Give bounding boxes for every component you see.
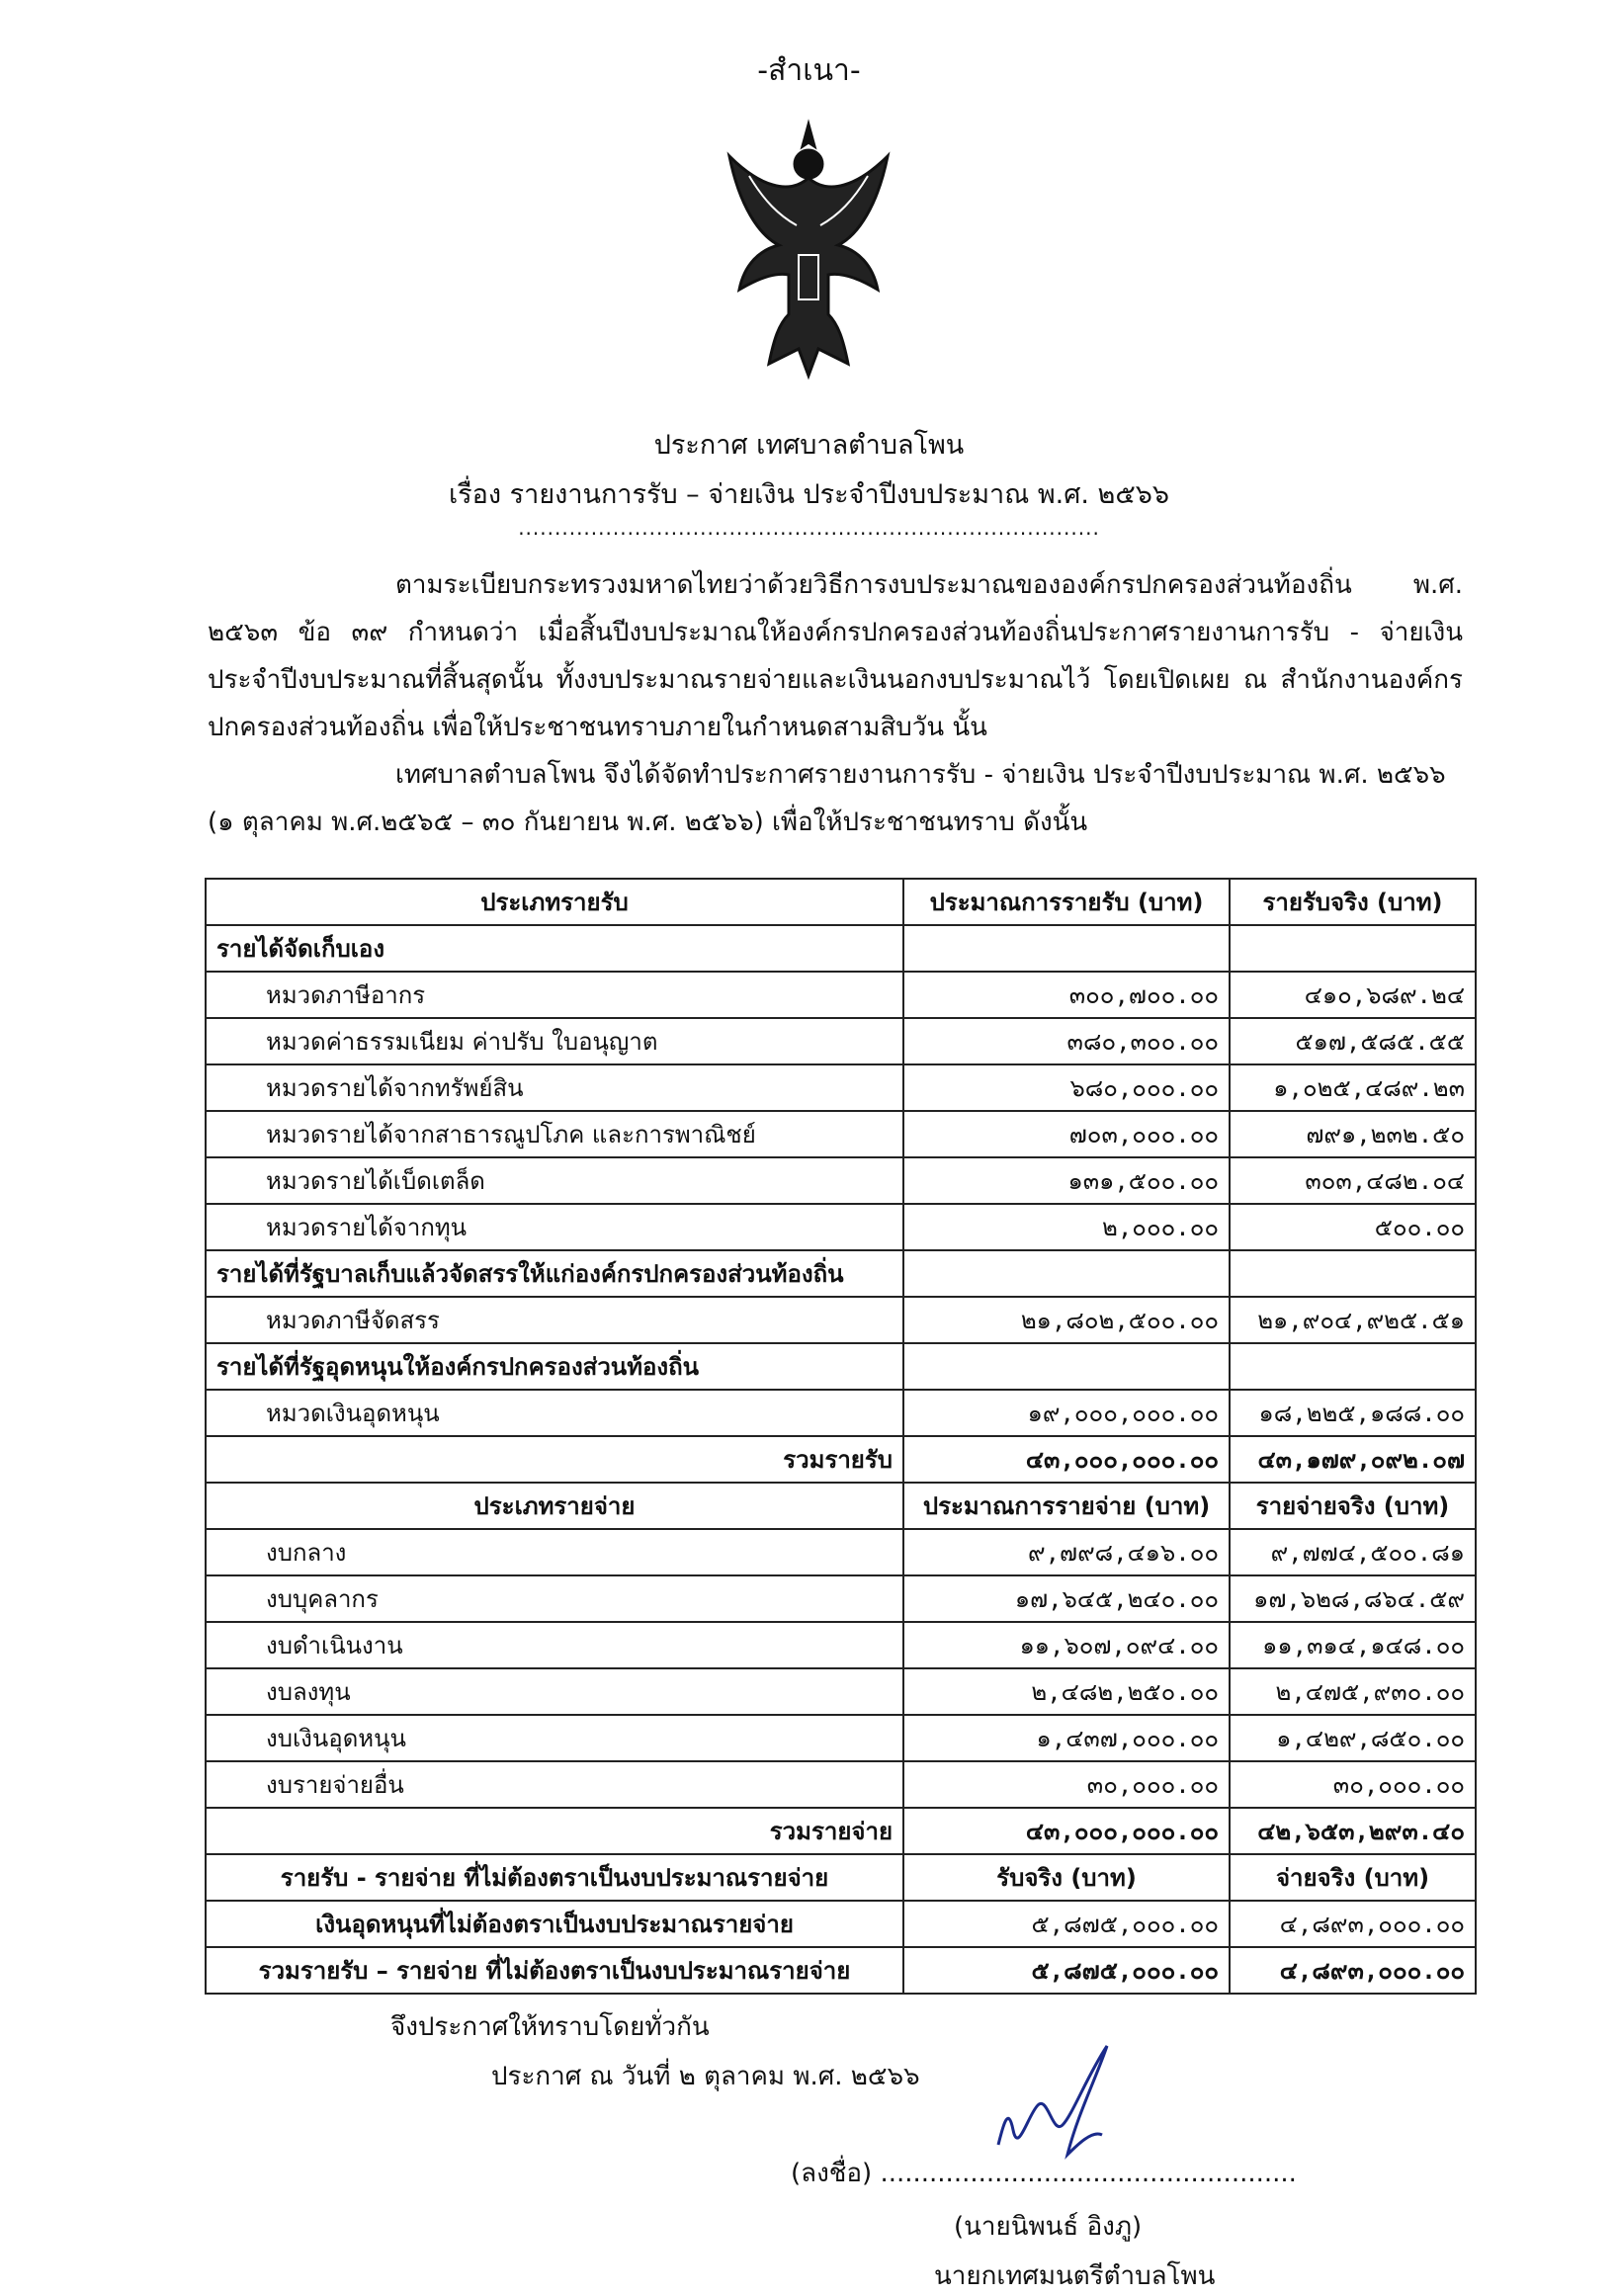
announcement-subject: เรื่อง รายงานการรับ – จ่ายเงิน ประจำปีงบประมาณ พ.ศ. ๒๕๖๖ <box>448 479 1170 510</box>
group-title: รายได้จัดเก็บเอง <box>206 925 903 972</box>
row-actual: ๙,๗๗๔,๕๐๐.๘๑ <box>1230 1529 1476 1575</box>
row-actual: ๒๑,๙๐๔,๙๒๕.๕๑ <box>1230 1297 1476 1343</box>
group-row <box>206 1343 1476 1390</box>
table-row <box>206 1575 1476 1622</box>
expense-header-row <box>206 1483 1476 1529</box>
income-header-row <box>206 879 1476 925</box>
date-line: ประกาศ ณ วันที่ ๒ ตุลาคม พ.ศ. ๒๕๖๖ <box>491 2062 920 2091</box>
table-row <box>206 1297 1476 1343</box>
row-estimate: ๑๑,๖๐๗,๐๙๔.๐๐ <box>903 1622 1230 1668</box>
row-label: งบเงินอุดหนุน <box>206 1715 903 1761</box>
row-estimate: ๑,๔๓๗,๐๐๐.๐๐ <box>903 1715 1230 1761</box>
off-budget-total-row <box>206 1947 1476 1994</box>
header-off-budget-received: รับจริง (บาท) <box>903 1854 1230 1901</box>
income-total-estimate: ๔๓,๐๐๐,๐๐๐.๐๐ <box>903 1436 1230 1483</box>
row-estimate: ๗๐๓,๐๐๐.๐๐ <box>903 1111 1230 1157</box>
table-row <box>206 1111 1476 1157</box>
income-expense-table <box>205 878 1477 1995</box>
row-label: งบดำเนินงาน <box>206 1622 903 1668</box>
header-divider: ................................................................................ <box>518 516 1100 540</box>
row-label: หมวดค่าธรรมเนียม ค่าปรับ ใบอนุญาต <box>206 1018 903 1064</box>
row-estimate: ๒๑,๘๐๒,๕๐๐.๐๐ <box>903 1297 1230 1343</box>
row-actual: ๑๗,๖๒๘,๘๖๔.๕๙ <box>1230 1575 1476 1622</box>
row-label: งบกลาง <box>206 1529 903 1575</box>
row-label: หมวดเงินอุดหนุน <box>206 1390 903 1436</box>
row-label: หมวดรายได้จากสาธารณูปโภค และการพาณิชย์ <box>206 1111 903 1157</box>
income-total-actual: ๔๓,๑๗๙,๐๙๒.๐๗ <box>1230 1436 1476 1483</box>
row-actual: ๑๘,๒๒๕,๑๘๘.๐๐ <box>1230 1390 1476 1436</box>
expense-total-estimate: ๔๓,๐๐๐,๐๐๐.๐๐ <box>903 1808 1230 1854</box>
table-row <box>206 1901 1476 1947</box>
row-label: หมวดรายได้จากทุน <box>206 1204 903 1250</box>
group-title: รายได้ที่รัฐบาลเก็บแล้วจัดสรรให้แก่องค์กรปกครองส่วนท้องถิ่น <box>206 1250 903 1297</box>
announce-line: จึงประกาศให้ทราบโดยทั่วกัน <box>390 2012 710 2042</box>
paragraph-regulation: ตามระเบียบกระทรวงมหาดไทยว่าด้วยวิธีการงบประมาณขององค์กรปกครองส่วนท้องถิ่น พ.ศ. ๒๕๖๓ ข้อ ๓๙ กำหนดว่า เมื่อสิ้นปีงบประมาณให้องค์กรปกครองส่วนท้องถิ่นประกาศรายงานการรับ - จ่ายเงิน ประจำปีงบประมาณที่สิ้นสุดนั้น ทั้งงบประมาณรายจ่ายและเงินนอกงบประมาณไว้ โดยเปิดเผย ณ สำนักงานองค์กรปกครองส่วนท้องถิ่น เพื่อให้ประชาชนทราบภายในกำหนดสามสิบวัน นั้น <box>208 570 1463 742</box>
row-estimate: ๑๙,๐๐๐,๐๐๐.๐๐ <box>903 1390 1230 1436</box>
row-actual: ๑,๔๒๙,๘๕๐.๐๐ <box>1230 1715 1476 1761</box>
table-row <box>206 1018 1476 1064</box>
row-estimate: ๓๐๐,๗๐๐.๐๐ <box>903 972 1230 1018</box>
off-budget-total-received: ๕,๘๗๕,๐๐๐.๐๐ <box>903 1947 1230 1994</box>
table-row <box>206 1064 1476 1111</box>
off-budget-header-row <box>206 1854 1476 1901</box>
header-off-budget-type: รายรับ - รายจ่าย ที่ไม่ต้องตราเป็นงบประมาณรายจ่าย <box>206 1854 903 1901</box>
table-row <box>206 972 1476 1018</box>
row-actual: ๕๐๐.๐๐ <box>1230 1204 1476 1250</box>
table-row <box>206 1668 1476 1715</box>
row-actual: ๗๙๑,๒๓๒.๕๐ <box>1230 1111 1476 1157</box>
header-income-actual: รายรับจริง (บาท) <box>1230 879 1476 925</box>
row-label: หมวดภาษีอากร <box>206 972 903 1018</box>
row-actual: ๑๑,๓๑๔,๑๔๘.๐๐ <box>1230 1622 1476 1668</box>
copy-mark: -สำเนา- <box>757 53 861 88</box>
income-total-row <box>206 1436 1476 1483</box>
row-estimate: ๑๗,๖๔๕,๒๔๐.๐๐ <box>903 1575 1230 1622</box>
signer-name: (นายนิพนธ์ อิงภู) <box>954 2212 1143 2242</box>
signer-title: นายกเทศมนตรีตำบลโพน <box>934 2261 1216 2291</box>
table-row <box>206 1390 1476 1436</box>
row-actual: ๒,๔๗๕,๙๓๐.๐๐ <box>1230 1668 1476 1715</box>
off-budget-total-paid: ๔,๘๙๓,๐๐๐.๐๐ <box>1230 1947 1476 1994</box>
row-estimate: ๑๓๑,๕๐๐.๐๐ <box>903 1157 1230 1204</box>
off-budget-item-received: ๕,๘๗๕,๐๐๐.๐๐ <box>903 1901 1230 1947</box>
header-income-type: ประเภทรายรับ <box>206 879 903 925</box>
table-row <box>206 1622 1476 1668</box>
header-off-budget-paid: จ่ายจริง (บาท) <box>1230 1854 1476 1901</box>
row-estimate: ๙,๗๙๘,๔๑๖.๐๐ <box>903 1529 1230 1575</box>
row-estimate: ๓๐,๐๐๐.๐๐ <box>903 1761 1230 1808</box>
row-label: หมวดรายได้จากทรัพย์สิน <box>206 1064 903 1111</box>
table-row <box>206 1204 1476 1250</box>
row-actual: ๕๑๗,๕๘๕.๕๕ <box>1230 1018 1476 1064</box>
off-budget-item-paid: ๔,๘๙๓,๐๐๐.๐๐ <box>1230 1901 1476 1947</box>
row-actual: ๓๐,๐๐๐.๐๐ <box>1230 1761 1476 1808</box>
header-expense-actual: รายจ่ายจริง (บาท) <box>1230 1483 1476 1529</box>
row-estimate: ๓๘๐,๓๐๐.๐๐ <box>903 1018 1230 1064</box>
row-label: งบลงทุน <box>206 1668 903 1715</box>
row-estimate: ๒,๔๘๒,๒๕๐.๐๐ <box>903 1668 1230 1715</box>
header-expense-estimate: ประมาณการรายจ่าย (บาท) <box>903 1483 1230 1529</box>
sign-line: (ลงชื่อ) ................................................... <box>791 2159 1297 2188</box>
header-income-estimate: ประมาณการรายรับ (บาท) <box>903 879 1230 925</box>
table-row <box>206 1529 1476 1575</box>
expense-total-actual: ๔๒,๖๕๓,๒๙๓.๔๐ <box>1230 1808 1476 1854</box>
row-estimate: ๖๘๐,๐๐๐.๐๐ <box>903 1064 1230 1111</box>
paragraph-declaration: เทศบาลตำบลโพน จึงได้จัดทำประกาศรายงานการรับ - จ่ายเงิน ประจำปีงบประมาณ พ.ศ. ๒๕๖๖ (๑ ตุลาคม พ.ศ.๒๕๖๕ – ๓๐ กันยายน พ.ศ. ๒๕๖๖) เพื่อให้ประชาชนทราบ ดังนั้น <box>208 760 1446 837</box>
announcement-title: ประกาศ เทศบาลตำบลโพน <box>653 430 965 461</box>
row-actual: ๑,๐๒๕,๔๘๙.๒๓ <box>1230 1064 1476 1111</box>
income-total-label: รวมรายรับ <box>206 1436 903 1483</box>
row-label: งบรายจ่ายอื่น <box>206 1761 903 1808</box>
group-row <box>206 1250 1476 1297</box>
off-budget-item-label: เงินอุดหนุนที่ไม่ต้องตราเป็นงบประมาณรายจ่าย <box>206 1901 903 1947</box>
expense-total-row <box>206 1808 1476 1854</box>
expense-total-label: รวมรายจ่าย <box>206 1808 903 1854</box>
table-row <box>206 1157 1476 1204</box>
header-expense-type: ประเภทรายจ่าย <box>206 1483 903 1529</box>
row-estimate: ๒,๐๐๐.๐๐ <box>903 1204 1230 1250</box>
row-label: งบบุคลากร <box>206 1575 903 1622</box>
group-title: รายได้ที่รัฐอุดหนุนให้องค์กรปกครองส่วนท้องถิ่น <box>206 1343 903 1390</box>
row-label: หมวดภาษีจัดสรร <box>206 1297 903 1343</box>
row-actual: ๔๑๐,๖๘๙.๒๔ <box>1230 972 1476 1018</box>
row-actual: ๓๐๓,๔๘๒.๐๔ <box>1230 1157 1476 1204</box>
off-budget-total-label: รวมรายรับ – รายจ่าย ที่ไม่ต้องตราเป็นงบประมาณรายจ่าย <box>206 1947 903 1994</box>
group-row <box>206 925 1476 972</box>
row-label: หมวดรายได้เบ็ดเตล็ด <box>206 1157 903 1204</box>
garuda-emblem-icon <box>720 117 897 383</box>
table-row <box>206 1715 1476 1761</box>
table-row <box>206 1761 1476 1808</box>
